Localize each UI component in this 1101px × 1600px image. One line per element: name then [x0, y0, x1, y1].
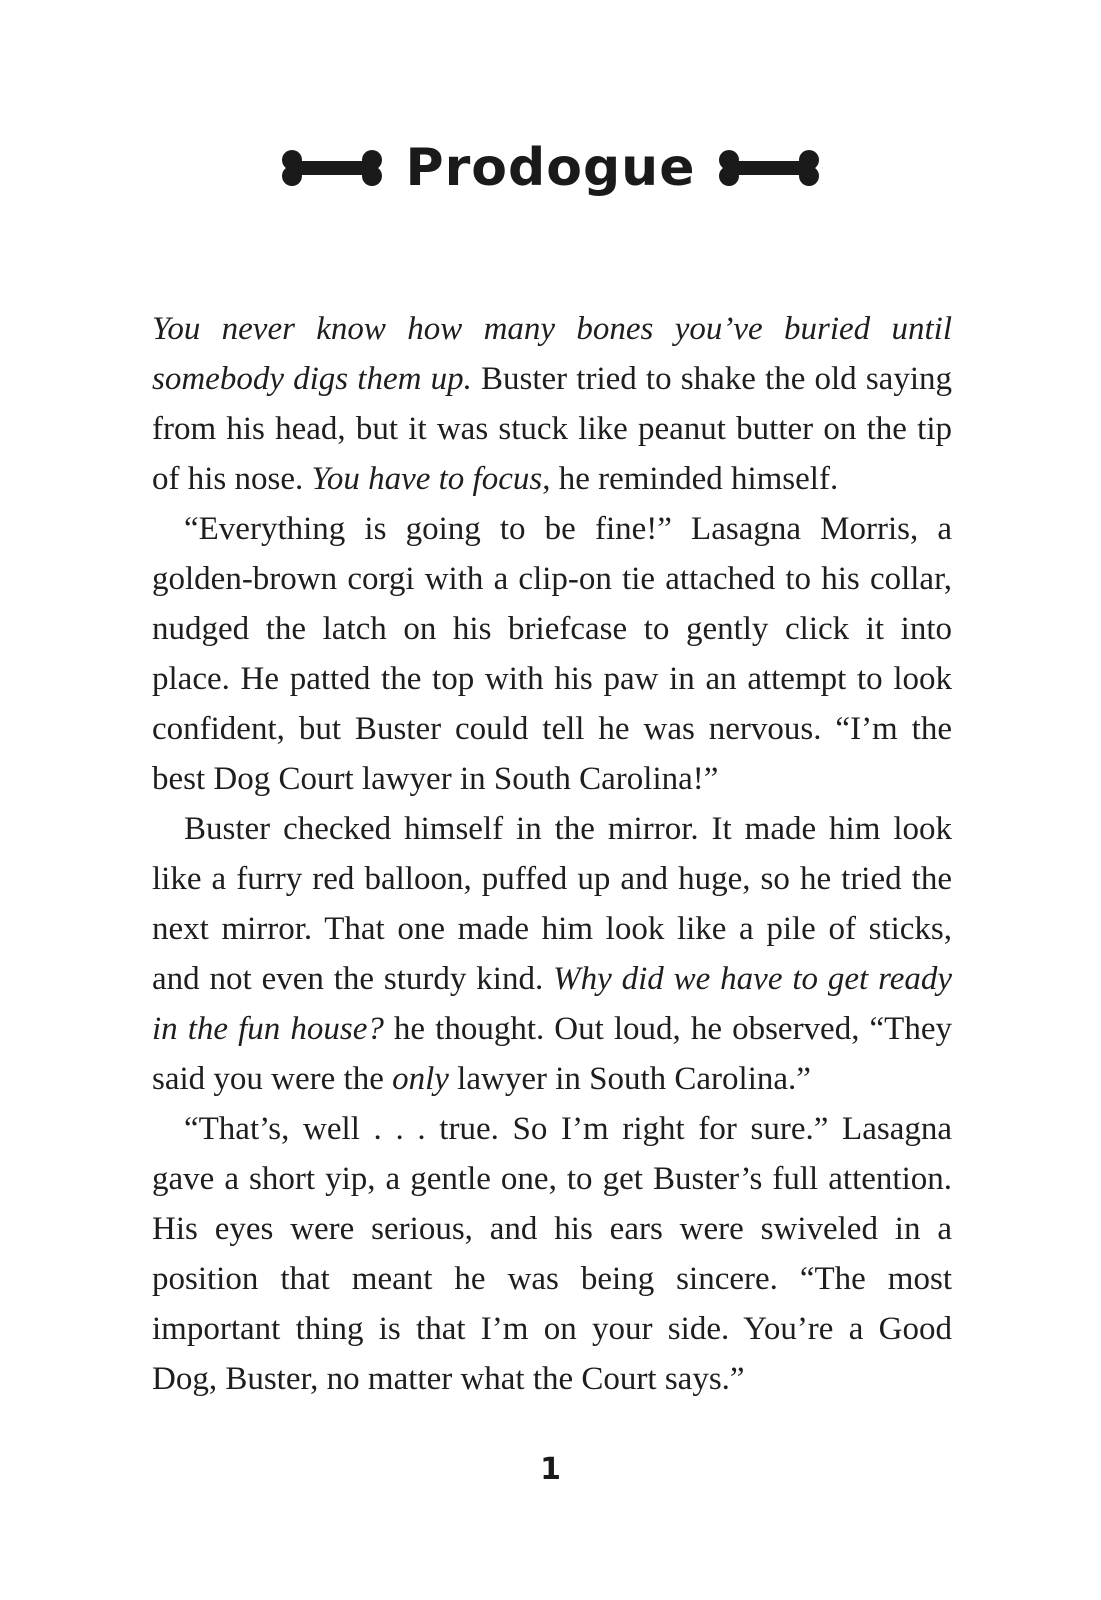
italic-text-segment: Why did we have to get ready in the fun house? — [152, 961, 952, 1047]
page-number: 1 — [540, 1452, 561, 1487]
story-text — [152, 304, 952, 1404]
italic-text-segment: You have to focus — [311, 461, 543, 497]
story-paragraph — [152, 504, 952, 804]
text-segment: “Everything is going to be fine!” Lasagna Morris, a golden-brown corgi with a clip-on tie attached to his collar, nudged the latch on his briefcase to gently click it into place. He patted the top with his paw in an attempt to look confident, but Buster could tell he was nervous. “I’m the best Dog Court lawyer in South Carolina!” — [152, 511, 952, 797]
text-segment: , he reminded himself. — [542, 461, 839, 497]
chapter-heading — [0, 128, 1101, 208]
story-paragraph — [152, 304, 952, 504]
text-segment: he thought. Out loud, he observed, “They said you were the — [152, 1011, 952, 1097]
text-segment: Buster tried to shake the old saying from his head, but it was stuck like peanut butter on the tip of his nose. — [152, 361, 952, 497]
italic-text-segment: only — [392, 1061, 449, 1097]
story-paragraph — [152, 804, 952, 1104]
chapter-title: Prodogue — [405, 138, 696, 198]
text-segment: Buster checked himself in the mirror. It made him look like a furry red balloon, puffed up and huge, so he tried the next mirror. That one made him look like a pile of sticks, and not even the sturdy kind. — [152, 811, 952, 997]
text-segment: lawyer in South Carolina.” — [448, 1061, 811, 1097]
bone-icon — [717, 148, 821, 188]
italic-text-segment: You never know how many bones you’ve buried until somebody digs them up. — [152, 311, 952, 397]
bone-icon — [280, 148, 384, 188]
text-segment: “That’s, well . . . true. So I’m right for sure.” Lasagna gave a short yip, a gentle one, to get Buster’s full attention. His eyes were serious, and his ears were swiveled in a position that meant he was being sincere. “The most important thing is that I’m on your side. You’re a Good Dog, Buster, no matter what the Court says.” — [152, 1111, 952, 1397]
story-paragraph — [152, 1104, 952, 1404]
